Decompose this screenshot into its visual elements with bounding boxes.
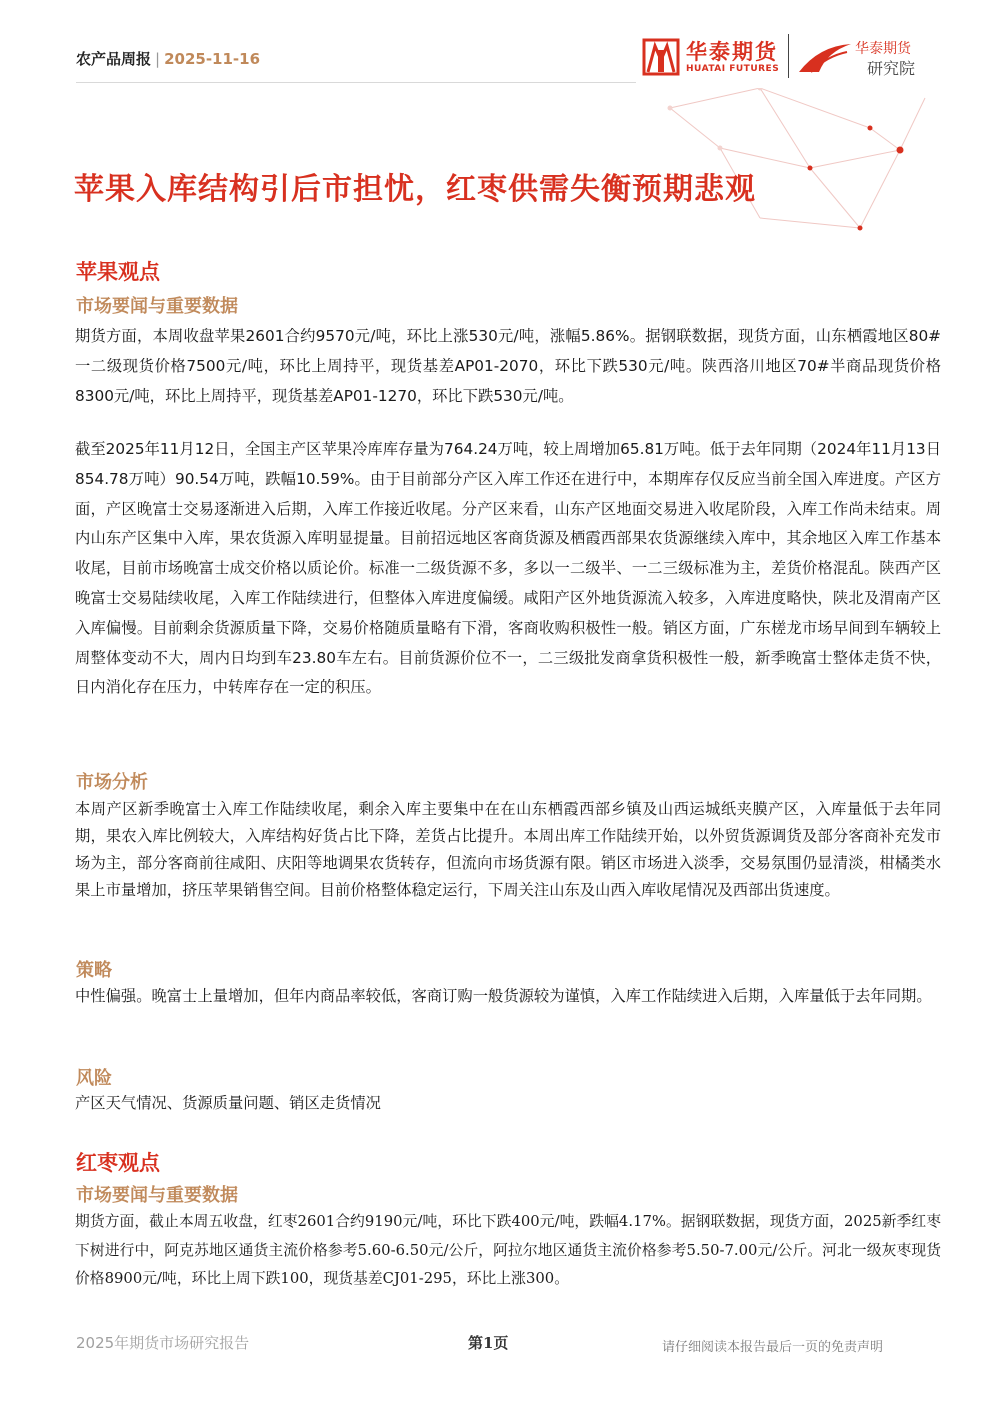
apple-strategy-text: 中性偏强。晚富士上量增加，但年内商品率较低，客商订购一般货源较为谨慎，入库工作陆续进入后期，入库量低于去年同期。 bbox=[75, 987, 932, 1005]
institute-line-1: 华泰期货 bbox=[855, 41, 911, 57]
header-rule bbox=[76, 82, 636, 83]
footer-disclaimer: 请仔细阅读本报告最后一页的免责声明 bbox=[662, 1340, 884, 1355]
apple-news-heading: 市场要闻与重要数据 bbox=[76, 296, 238, 317]
apple-risk-text: 产区天气情况、货源质量问题、销区走货情况 bbox=[75, 1094, 381, 1112]
apple-news-paragraph-2: 截至2025年11月12日，全国主产区苹果冷库库存量为764.24万吨，较上周增加65.81万吨。低于去年同期（2024年11月13日854.78万吨）90.54万吨，跌幅10.59%。由于目前部分产区入库工作还在进行中，本期库存仅反应当前全国入库进度。产区方面，产区晚富士交易逐渐进入后期，入库工作接近收尾。分产区来看，山东产区地面交易进入收尾阶段，入库工作尚未结束。周内山东产区集中入库，果农货源入库明显提量。目前招远地区客商货源及栖霞西部果农货源继续入库中，其余地区入库工作基本收尾，目前市场晚富士成交价格以质论价。标准一二级货源不多，多以一二级半、一二三级标准为主，差货价格混乱。陕西产区晚富士交易陆续收尾，入库工作陆续进行，但整体入库进度偏缓。咸阳产区外地货源流入较多，入库进度略快，陕北及渭南产区入库偏慢。目前剩余货源质量下降，交易价格随质量略有下滑，客商收购积极性一般。销区方面，广东槎龙市场早间到车辆较上周整体变动不大，周内日均到车23.80车左右。目前货源价位不一，二三级批发商拿货积极性一般，新季晚富士整体走货不快，日内消化存在压力，中转库存在一定的积压。 bbox=[75, 440, 941, 697]
report-type: 农产品周报 bbox=[76, 50, 152, 68]
huatai-futures-logo bbox=[642, 34, 782, 80]
brand-name-en: HUATAI FUTURES bbox=[686, 64, 780, 74]
brand-name-cn: 华泰期货 bbox=[686, 40, 778, 64]
report-title: 苹果入库结构引后市担忧，红枣供需失衡预期悲观 bbox=[74, 172, 756, 207]
footer-report-name: 2025年期货市场研究报告 bbox=[76, 1334, 250, 1352]
footer-page-number: 第1页 bbox=[468, 1334, 509, 1352]
logo-divider bbox=[788, 34, 789, 78]
apple-risk-heading: 风险 bbox=[76, 1068, 112, 1089]
institute-logo-icon bbox=[797, 38, 853, 74]
institute-line-2: 研究院 bbox=[867, 59, 916, 78]
apple-section-heading: 苹果观点 bbox=[76, 260, 160, 284]
jujube-news-paragraph-1: 期货方面，截止本周五收盘，红枣2601合约9190元/吨，环比下跌400元/吨，跌幅4.17%。据钢联数据，现货方面，2025新季红枣下树进行中，阿克苏地区通货主流价格参考5.60-6.50元/公斤，阿拉尔地区通货主流价格参考5.50-7.00元/公斤。河北一级灰枣现货价格8900元/吨，环比上周下跌100，现货基差CJ01-295，环比上涨300。 bbox=[75, 1213, 941, 1287]
header-separator: | bbox=[155, 50, 161, 68]
jujube-section-heading: 红枣观点 bbox=[76, 1151, 160, 1175]
apple-news-paragraph-1: 期货方面，本周收盘苹果2601合约9570元/吨，环比上涨530元/吨，涨幅5.86%。据钢联数据，现货方面，山东栖霞地区80#一二级现货价格7500元/吨，环比上周持平，现货基差AP01-2070，环比下跌530元/吨。陕西洛川地区70#半商品现货价格8300元/吨，环比上周持平，现货基差AP01-1270，环比下跌530元/吨。 bbox=[75, 327, 941, 405]
apple-strategy-heading: 策略 bbox=[76, 960, 112, 981]
jujube-news-heading: 市场要闻与重要数据 bbox=[76, 1185, 238, 1206]
banner-network-graphic bbox=[600, 88, 930, 233]
report-header bbox=[76, 48, 260, 69]
research-institute-logo bbox=[797, 36, 927, 80]
huatai-logo-icon bbox=[642, 36, 680, 78]
apple-analysis-heading: 市场分析 bbox=[76, 772, 148, 793]
apple-analysis-text: 本周产区新季晚富士入库工作陆续收尾，剩余入库主要集中在在山东栖霞西部乡镇及山西运城纸夹膜产区，入库量低于去年同期，果农入库比例较大，入库结构好货占比下降，差货占比提升。本周出库工作陆续开始，以外贸货源调货及部分客商补充发市场为主，部分客商前往咸阳、庆阳等地调果农货转存，但流向市场货源有限。销区市场进入淡季，交易氛围仍显清淡，柑橘类水果上市量增加，挤压苹果销售空间。目前价格整体稳定运行，下周关注山东及山西入库收尾情况及西部出货速度。 bbox=[75, 800, 941, 899]
report-date: 2025-11-16 bbox=[164, 50, 261, 68]
